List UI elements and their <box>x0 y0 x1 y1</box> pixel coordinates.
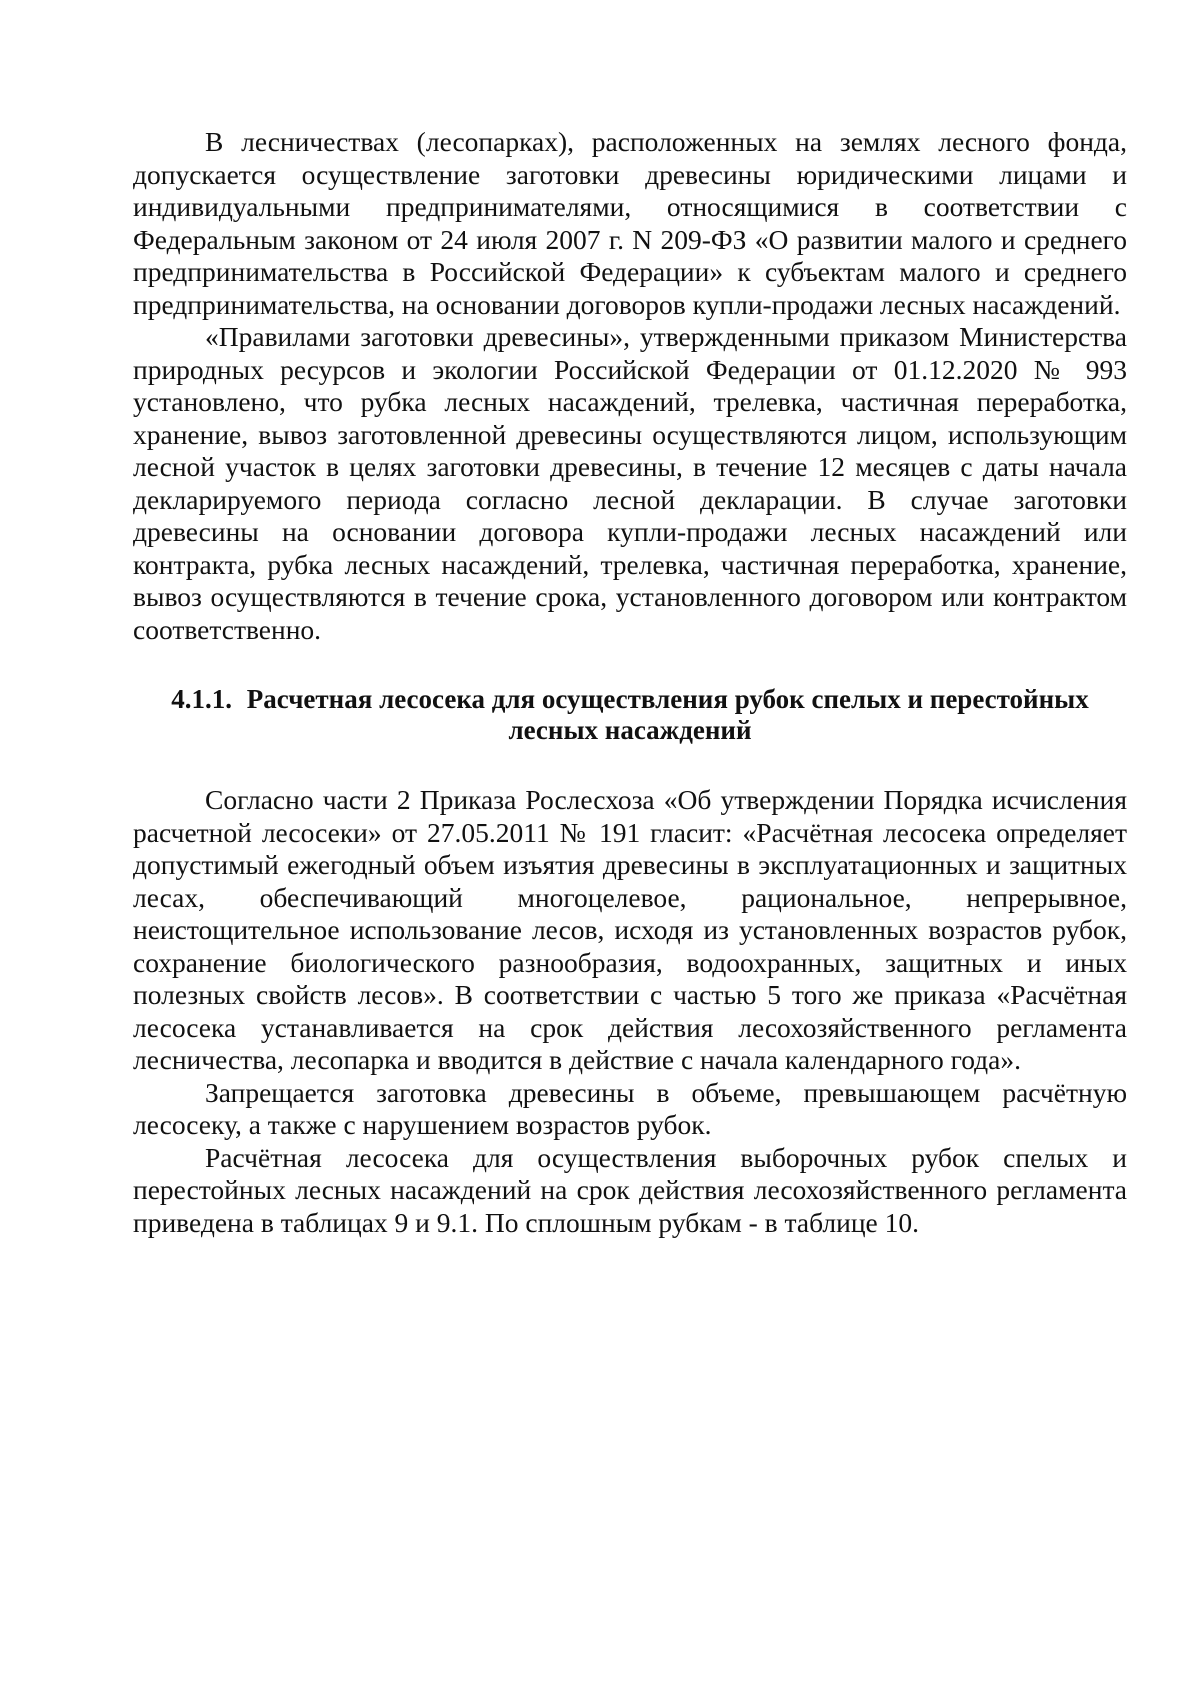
paragraph-tables-reference: Расчётная лесосека для осуществления выборочных рубок спелых и перестойных лесных насаждений на срок действия лесохозяйственного регламента приведена в таблицах 9 и 9.1. По сплошным рубкам - в таблице 10. <box>133 1141 1127 1238</box>
section-heading <box>133 684 1127 746</box>
section-title: Расчетная лесосека для осуществления рубок спелых и перестойных лесных насаждений <box>246 684 1089 745</box>
document-page <box>133 126 1127 1239</box>
section-number: 4.1.1. <box>171 684 233 714</box>
paragraph-small-business-logging: В лесничествах (лесопарках), расположенных на землях лесного фонда, допускается осуществление заготовки древесины юридическими лицами и индивидуальными предпринимателями, относящимися в соответствии с Федеральным законом от 24 июля 2007 г. N 209-ФЗ «О развитии малого и среднего предпринимательства в Российской Федерации» к субъектам малого и среднего предпринимательства, на основании договоров купли-продажи лесных насаждений. <box>133 126 1127 320</box>
paragraph-logging-prohibition: Запрещается заготовка древесины в объеме, превышающем расчётную лесосеку, а также с нарушением возрастов рубок. <box>133 1076 1127 1140</box>
paragraph-rosleshoz-order: Согласно части 2 Приказа Рослесхоза «Об утверждении Порядка исчисления расчетной лесосеки» от 27.05.2011 № 191 гласит: «Расчётная лесосека определяет допустимый ежегодный объем изъятия древесины в эксплуатационных и защитных лесах, обеспечивающий многоцелевое, рациональное, непрерывное, неистощительное использование лесов, исходя из установленных возрастов рубок, сохранение биологического разнообразия, водоохранных, защитных и иных полезных свойств лесов». В соответствии с частью 5 того же приказа «Расчётная лесосека устанавливается на срок действия лесохозяйственного регламента лесничества, лесопарка и вводится в действие с начала календарного года». <box>133 784 1127 1075</box>
paragraph-logging-rules: «Правилами заготовки древесины», утвержденными приказом Министерства природных ресурсов и экологии Российской Федерации от 01.12.2020 № 993 установлено, что рубка лесных насаждений, трелевка, частичная переработка, хранение, вывоз заготовленной древесины осуществляются лицом, использующим лесной участок в целях заготовки древесины, в течение 12 месяцев с даты начала декларируемого периода согласно лесной декларации. В случае заготовки древесины на основании договора купли-продажи лесных насаждений или контракта, рубка лесных насаждений, трелевка, частичная переработка, хранение, вывоз осуществляются в течение срока, установленного договором или контрактом соответственно. <box>133 321 1127 645</box>
